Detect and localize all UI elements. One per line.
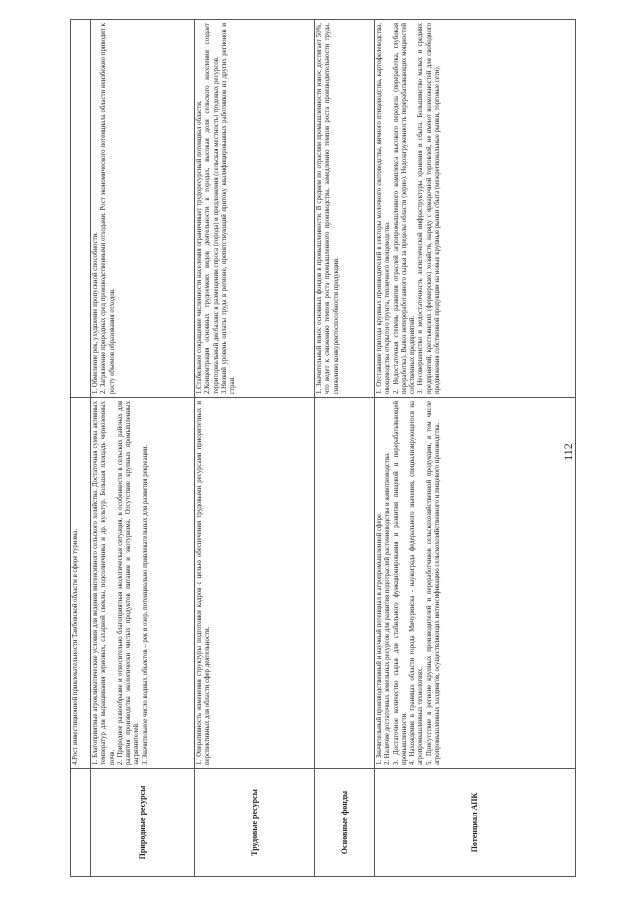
- weaknesses-cell: [91, 20, 195, 398]
- category-agro-potential: Потенциал АПК: [375, 769, 576, 877]
- list-item: 3. Достаточное количество сырья для стабильного функционирования и развития пищевой и перерабатывающей промышленности.: [392, 401, 408, 765]
- empty-category-cell: [71, 769, 91, 877]
- table-row: [195, 20, 315, 877]
- list-item: 2. Наличие достаточных земельных ресурсов для развития подотраслей растениеводства и животноводства.: [384, 452, 392, 765]
- table-row: [91, 20, 195, 877]
- table-row: [71, 20, 91, 877]
- list-item: 3. Несовершенство и недостаточность логистической инфраструктуры хранения и сбыта. Большинство малых и средних предприятий, крестьянских (фермерских) хозяйств, наряду с ярмарочной торговлей, не имеют возможностей для свободного продвижения собственной продукции на новые крупные рынки сбыта (межрегиональные рынки, торговые сети).: [417, 23, 441, 394]
- category-natural-resources: Природные ресурсы: [91, 769, 195, 877]
- list-item: 1. Отставание прихода крупных производителей в секторы молочного скотоводства, яичного птицеводства, картофелеводства, овощеводства открытого грунта, тепличного овощеводства.: [376, 23, 392, 394]
- page-number: 112: [561, 443, 575, 461]
- table-row: [315, 20, 375, 877]
- list-item: 4. Нахождение в границах области города Мичуринска - наукограда федерального значения, специализирующегося на агропромышленных технологиях.: [409, 401, 425, 765]
- list-item: 1.Стабильное сокращение численности населения ограничивает трудоресурсный потенциал области.: [196, 100, 203, 394]
- strengths-cell: [195, 398, 315, 769]
- strengths-cell: [91, 398, 195, 769]
- list-item: 1. Значительный износ основных фондов в промышленности. В среднем по отраслям промышленности износ достигает 50%, что ведет к снижению темпов роста промышленного производства, замедлению темпов роста производительности труда, снижению конкурентоспособности продукции.: [316, 23, 340, 394]
- swot-table: [70, 19, 576, 877]
- list-item: 1. Значительный производственный и научный потенциал в агропромышленной сфере.: [376, 512, 383, 765]
- empty-weakness-cell: [71, 20, 91, 398]
- strengths-cell: [375, 398, 576, 769]
- list-item: 1. Оперативность изменения структуры подготовки кадров с целью обеспечения трудовыми ресурсами приоритетных и перспективных для области сфер деятельности.: [196, 401, 212, 765]
- list-item: 3. Значительное число водных объектов – рек и озер, потенциально привлекательных для развития рекреации.: [141, 444, 149, 765]
- list-item: 1. Обмеление рек, ухудшение пропускной способности.: [92, 232, 99, 394]
- weaknesses-cell: [195, 20, 315, 398]
- list-item: 1. Благоприятные агроклиматические условия для ведения интенсивного сельского хозяйства. Достаточная сумма активных температур для выращивания зерновых, сахарной свеклы, подсолнечника и др. культур. Большая площадь черноземных почв.: [92, 401, 116, 765]
- weaknesses-cell: [315, 20, 375, 398]
- strengths-cell: [315, 398, 375, 769]
- list-item: 2. Природное разнообразие и относительно благоприятная экологическая ситуация, в особенности в сельских районах для развития производства экологически чистых продуктов питания и экотуризма. Отсутствие крупных промышленных загрязнителей.: [116, 401, 141, 765]
- category-labor-resources: Трудовые ресурсы: [195, 769, 315, 877]
- rotated-page: [70, 20, 575, 877]
- tourism-strength-cell: 4.Рост инвестиционной привлекательности Тамбовской области в сфере туризма.: [71, 398, 91, 769]
- list-item: 2.Концентрация основных трудоемких видов деятельности в городах, высокая доля сельского населения создает территориальный дисбаланс в размещении спроса (города) и предложения (сельская местность) трудовых ресурсов.: [204, 23, 220, 394]
- list-item: 3.Низкий уровень оплаты труда в регионе, препятствующий притоку квалифицированных работников из других регионов и стран.: [220, 23, 237, 394]
- table-row: [375, 20, 576, 877]
- list-item: 5. Присутствие в регионе крупных производителей и переработчиков сельскохозяйственной продукции, в том числе агропромышленных холдингов, осуществляющих интенсификацию сельскохозяйственного и пищевого производства.: [425, 401, 441, 765]
- list-item: 2. Загрязнение природных сред производственными отходами. Рост экономического потенциала области неизбежно приводит к росту объемов образования отходов.: [100, 23, 116, 394]
- category-fixed-assets: Основные фонды: [315, 769, 375, 877]
- list-item: 2. Недостаточная степень развития отраслей агропромышленного комплекса высокого передела (переработка, глубокая переработка). Вывоз непереработанного сырья за пределы области (зерно). Недозагруженность перерабатывающих мощностей собственных предприятий.: [392, 23, 417, 394]
- weaknesses-cell: [375, 20, 576, 398]
